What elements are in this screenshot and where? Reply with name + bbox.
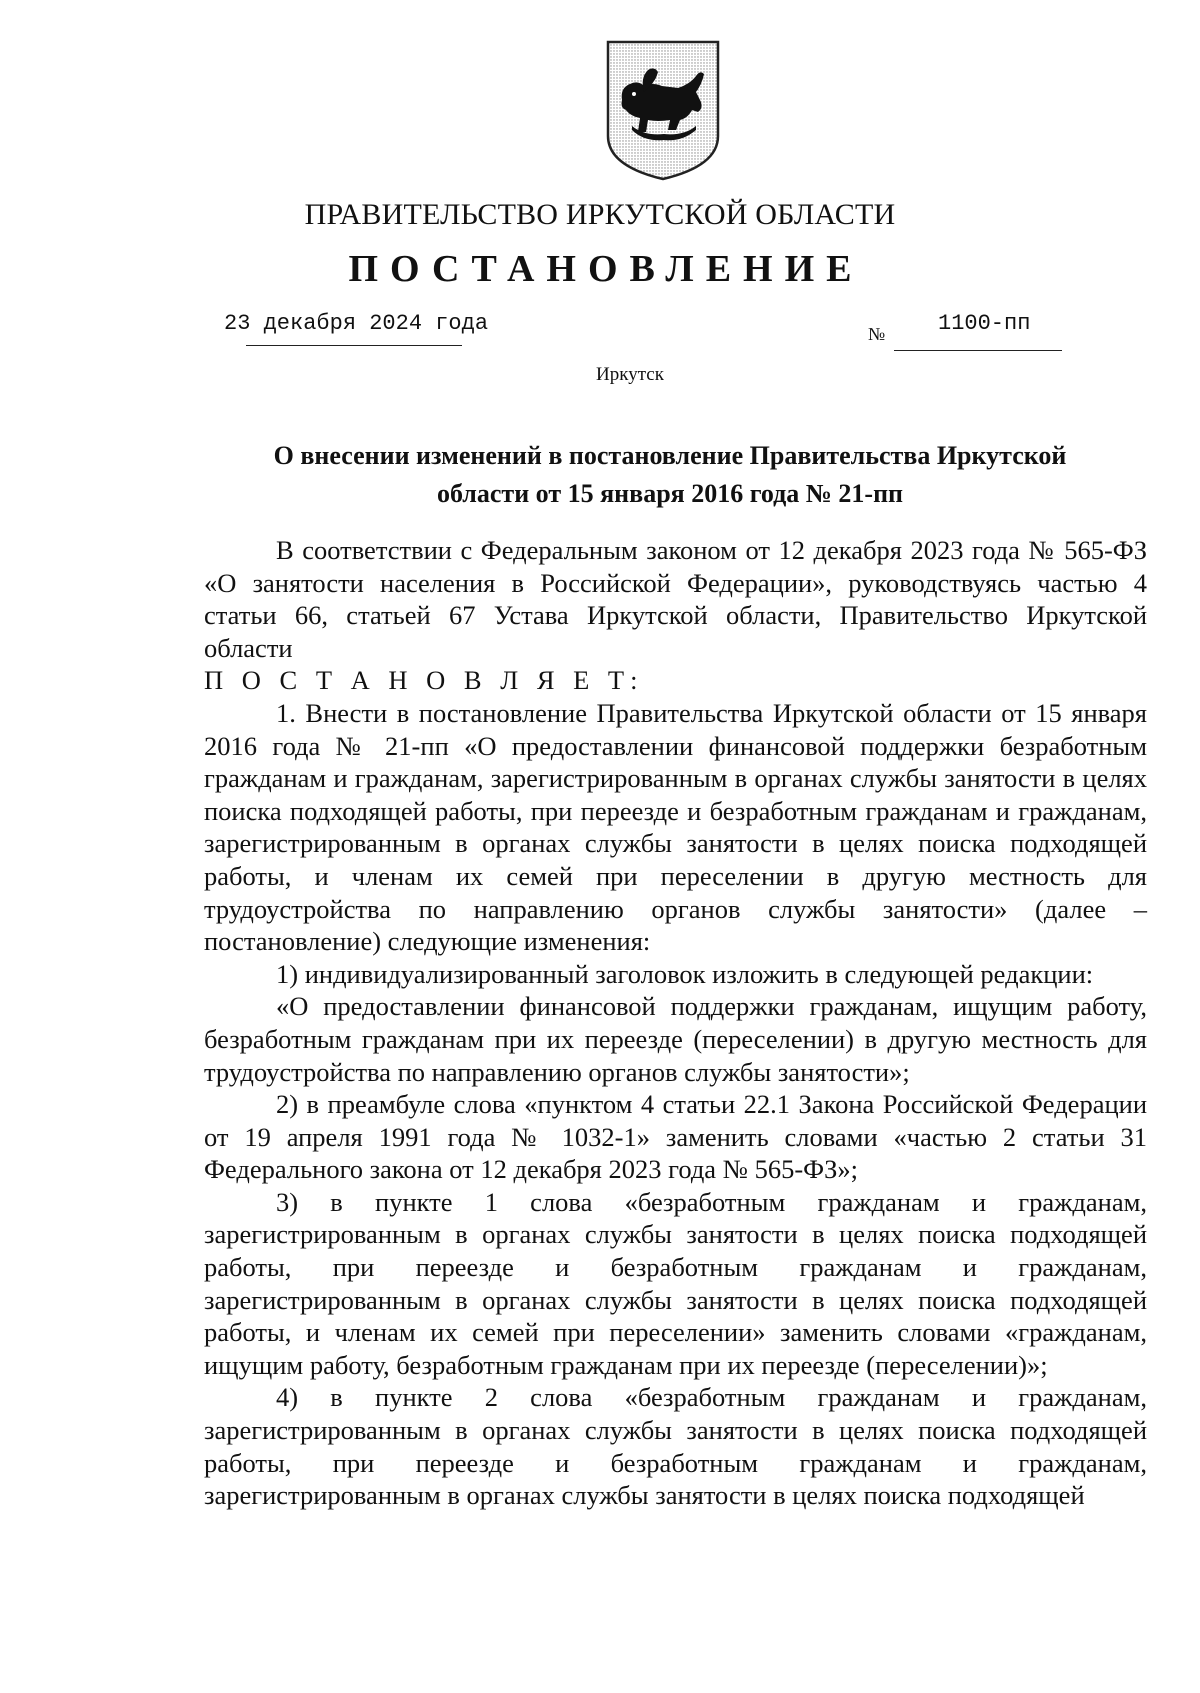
document-subject — [230, 437, 1110, 513]
government-title: ПРАВИТЕЛЬСТВО ИРКУТСКОЙ ОБЛАСТИ — [304, 198, 896, 231]
document-city: Иркутск — [596, 364, 664, 385]
subitem-2-paragraph: 2) в преамбуле слова «пунктом 4 статьи 22.1 Закона Российской Федерации от 19 апреля 1991 года № 1032-1» заменить словами «частью 2 статьи 31 Федерального закона от 12 декабря 2023 года № 565-ФЗ»; — [204, 1089, 1147, 1185]
subitem-4-paragraph: 4) в пункте 2 слова «безработным гражданам и гражданам, зарегистрированным в органах службы занятости в целях поиска подходящей работы, при переезде и безработным гражданам и гражданам, зарегистрированным в органах службы занятости в целях поиска подходящей — [204, 1382, 1147, 1511]
number-sign: № — [868, 324, 886, 344]
decree-word: П О С Т А Н О В Л Я Е Т: — [204, 665, 644, 696]
number-underline — [894, 350, 1062, 351]
preamble-paragraph: В соответствии с Федеральным законом от 12 декабря 2023 года № 565-ФЗ «О занятости населения в Российской Федерации», руководствуясь частью 4 статьи 66, статьей 67 Устава Иркутской области, Правительство Иркутской области — [204, 535, 1147, 663]
subject-line-2: области от 15 января 2016 года № 21-пп — [436, 479, 904, 508]
coat-of-arms-icon — [604, 38, 722, 183]
subitem-1-quote: «О предоставлении финансовой поддержки гражданам, ищущим работу, безработным гражданам при их переезде (переселении) в другую местность для трудоустройства по направлению органов службы занятости»; — [204, 991, 1147, 1087]
document-type-title: ПОСТАНОВЛЕНИЕ — [348, 248, 864, 290]
subject-line-1: О внесении изменений в постановление Правительства Иркутской — [273, 441, 1067, 470]
document-date: 23 декабря 2024 года — [224, 311, 489, 336]
subitem-1-paragraph: 1) индивидуализированный заголовок изложить в следующей редакции: — [276, 958, 1094, 989]
subitem-3-paragraph: 3) в пункте 1 слова «безработным гражданам и гражданам, зарегистрированным в органах службы занятости в целях поиска подходящей работы, при переезде и безработным гражданам и гражданам, зарегистрированным в органах службы занятости в целях поиска подходящей работы, и членам их семей при переселении» заменить словами «гражданам, ищущим работу, безработным гражданам при их переезде (переселении)»; — [204, 1186, 1147, 1380]
document-body — [204, 534, 1147, 1512]
item-1-paragraph: 1. Внести в постановление Правительства Иркутской области от 15 января 2016 года № 21-пп «О предоставлении финансовой поддержки безработным гражданам и гражданам, зарегистрированным в органах службы занятости в целях поиска подходящей работы, при переезде и безработным гражданам и гражданам, зарегистрированным в органах службы занятости в целях поиска подходящей работы, и членам их семей при переселении в другую местность для трудоустройства по направлению органов службы занятости» (далее – постановление) следующие изменения: — [204, 697, 1147, 957]
document-number: 1100-пп — [938, 311, 1031, 336]
date-underline — [246, 345, 462, 346]
